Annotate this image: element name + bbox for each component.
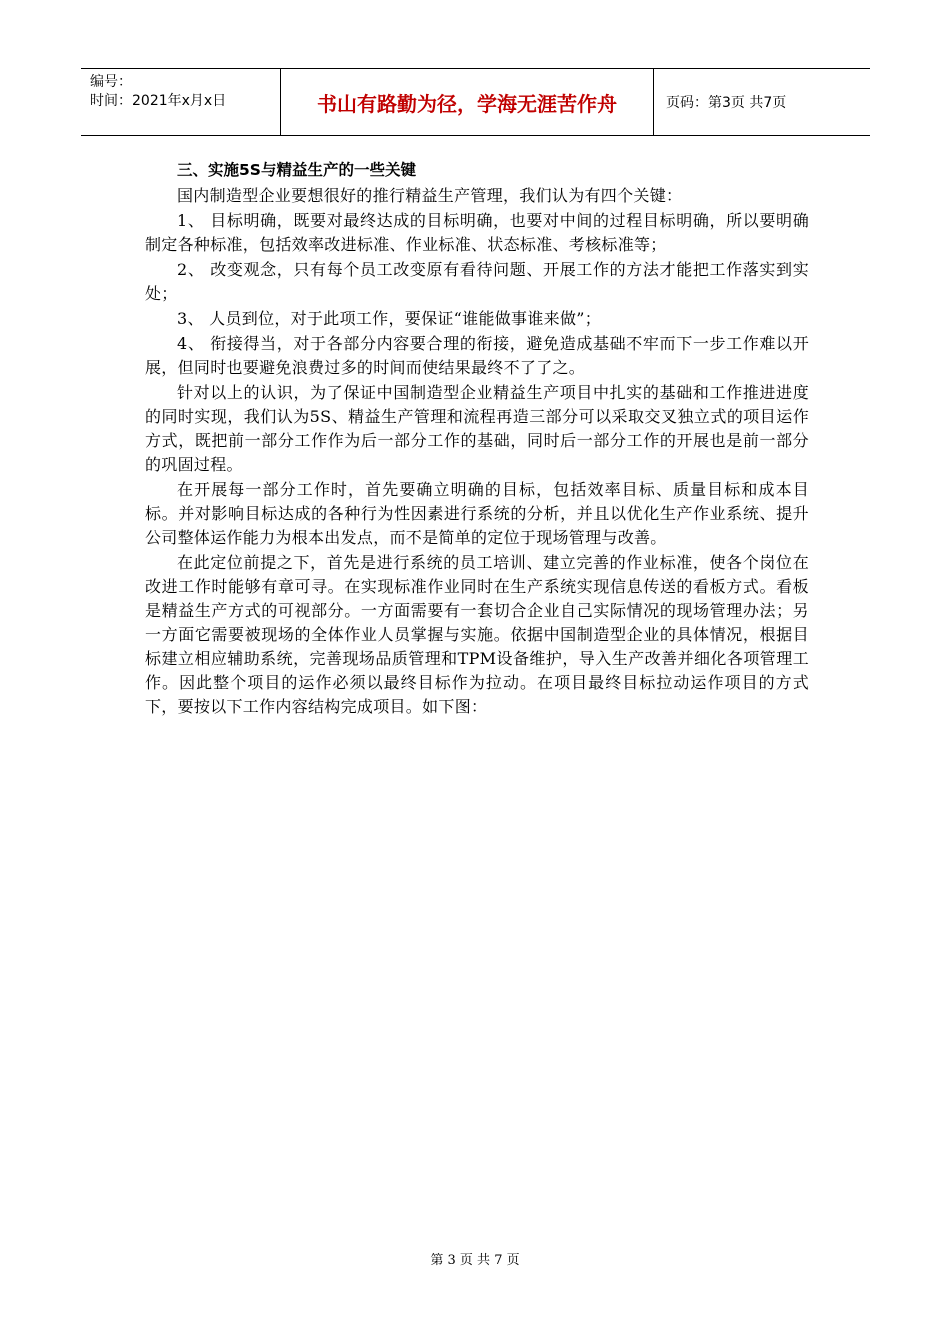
paragraph: 在此定位前提之下，首先是进行系统的员工培训、建立完善的作业标准，使各个岗位在改进工作时能够有章可寻。在实现标准作业同时在生产系统实现信息传送的看板方式。看板是精益生产方式的可视部分。一方面需要有一套切合企业自己实际情况的现场管理办法；另一方面它需要被现场的全体作业人员掌握与实施。依据中国制造型企业的具体情况，根据目标建立相应辅助系统，完善现场品质管理和TPM设备维护，导入生产改善并细化各项管理工作。因此整个项目的运作必须以最终目标作为拉动。在项目最终目标拉动运作项目的方式下，要按以下工作内容结构完成项目。如下图： <box>145 553 809 716</box>
header-meta <box>81 69 281 135</box>
paragraph: 3、 人员到位，对于此项工作，要保证“谁能做事谁来做”； <box>177 309 602 328</box>
document-date: 时间：2021年x月x日 <box>90 93 227 109</box>
header-page-info: 页码：第3页 共7页 <box>666 95 787 111</box>
paragraph: 1、 目标明确，既要对最终达成的目标明确，也要对中间的过程目标明确，所以要明确制定各种标准，包括效率改进标准、作业标准、状态标准、考核标准等； <box>145 211 809 254</box>
paragraph: 在开展每一部分工作时，首先要确立明确的目标，包括效率目标、质量目标和成本目标。并对影响目标达成的各种行为性因素进行系统的分析，并且以优化生产作业系统、提升公司整体运作能力为根本出发点，而不是简单的定位于现场管理与改善。 <box>145 480 809 547</box>
page-header <box>81 68 870 136</box>
page-footer: 第 3 页 共 7 页 <box>430 1253 520 1268</box>
paragraph: 4、 衔接得当，对于各部分内容要合理的衔接，避免造成基础不牢而下一步工作难以开展，但同时也要避免浪费过多的时间而使结果最终不了了之。 <box>145 334 809 377</box>
paragraph: 国内制造型企业要想很好的推行精益生产管理，我们认为有四个关键： <box>177 186 683 205</box>
header-motto: 书山有路勤为径，学海无涯苦作舟 <box>281 69 654 135</box>
document-number-label: 编号： <box>90 74 132 90</box>
document-body <box>145 158 809 719</box>
paragraph: 2、 改变观念，只有每个员工改变原有看待问题、开展工作的方法才能把工作落实到实处； <box>145 260 809 303</box>
section-title: 三、实施5S与精益生产的一些关键 <box>177 161 416 179</box>
paragraph: 针对以上的认识，为了保证中国制造型企业精益生产项目中扎实的基础和工作推进进度的同时实现，我们认为5S、精益生产管理和流程再造三部分可以采取交叉独立式的项目运作方式，既把前一部分工作作为后一部分工作的基础，同时后一部分工作的开展也是前一部分的巩固过程。 <box>145 383 809 474</box>
